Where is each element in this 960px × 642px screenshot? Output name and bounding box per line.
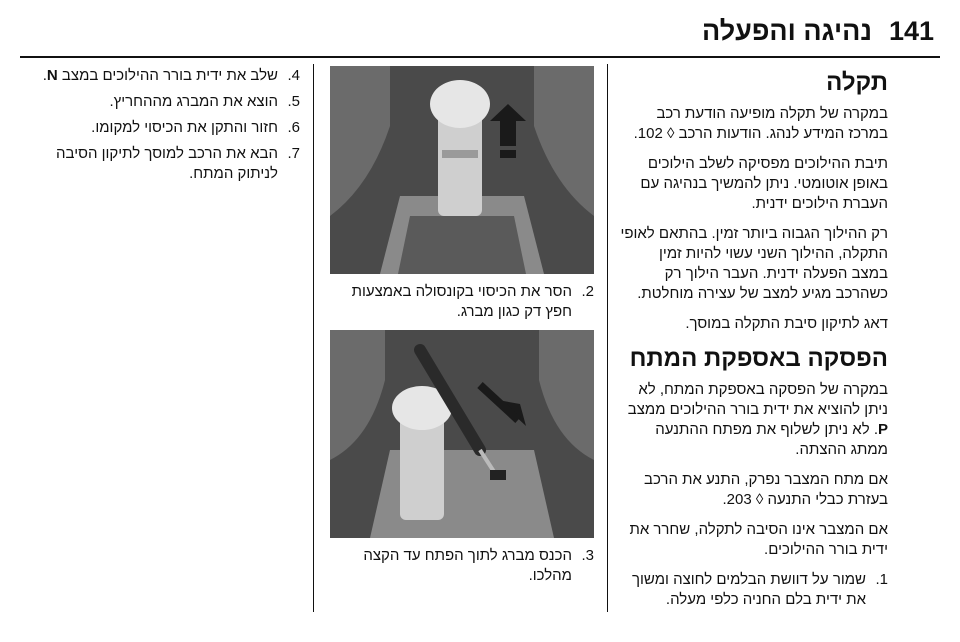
step-4-number: 4. bbox=[287, 67, 300, 84]
step-1 bbox=[620, 570, 888, 610]
gear-lever-figure-1 bbox=[330, 66, 594, 274]
power-paragraph-1-text: במקרה של הפסקה באספקת המתח, לא ניתן להוציא את ידית בורר ההילוכים ממצב bbox=[627, 381, 888, 418]
fault-paragraph-4: דאג לתיקון סיבת התקלה במוסך. bbox=[685, 315, 888, 332]
step-3-text: הכנס מברג לתוך הפתח עד הקצה מהלכו. bbox=[363, 547, 572, 584]
fault-paragraph-3: רק ההילוך הגבוה ביותר זמין. בהתאם לאופי התקלה, ההילוך השני עשוי להיות זמין במצב הפעלה ידנית. העבר הילוך רק כשהרכב מגיע למצב של עצירה מוחלטת. bbox=[620, 225, 888, 302]
step-2-number: 2. bbox=[581, 283, 594, 300]
step-2-text: הסר את הכיסוי בקונסולה באמצעות חפץ דק כגון מברג. bbox=[351, 283, 572, 320]
gear-n-label: N bbox=[46, 67, 58, 84]
step-3-number: 3. bbox=[581, 547, 594, 564]
step-4-text: שלב את ידית בורר ההילוכים במצב bbox=[61, 67, 278, 84]
gear-lever-illustration-1 bbox=[330, 66, 594, 274]
page-title: נהיגה והפעלה bbox=[701, 16, 872, 46]
step-5-text: הוצא את המברג מההחריץ. bbox=[109, 93, 278, 110]
power-paragraph-3: אם המצבר אינו הסיבה לתקלה, שחרר את ידית בורר ההילוכים. bbox=[629, 521, 888, 558]
header-rule bbox=[20, 56, 940, 58]
step-7-text: הבא את הרכב למוסך לתיקון הסיבה לניתוק המתח. bbox=[56, 145, 278, 182]
step-1-number: 1. bbox=[875, 571, 888, 588]
section-heading-fault: תקלה bbox=[826, 69, 888, 96]
step-7 bbox=[38, 144, 300, 184]
power-paragraph-2: אם מתח המצבר נפרק, התנע את הרכב בעזרת כבלי התנעה ◊ 203. bbox=[644, 471, 888, 508]
step-2 bbox=[328, 282, 594, 322]
step-3 bbox=[328, 546, 594, 586]
step-6 bbox=[38, 118, 300, 138]
step-4 bbox=[38, 66, 300, 86]
right-column bbox=[620, 64, 888, 616]
column-divider-right bbox=[607, 64, 608, 612]
fault-paragraph-2: תיבת ההילוכים מפסיקה לשלב הילוכים באופן אוטומטי. ניתן להמשיך בנהיגה עם העברת הילוכים ידנית. bbox=[640, 155, 888, 212]
step-6-number: 6. bbox=[287, 119, 300, 136]
step-4-end: . bbox=[42, 67, 47, 84]
power-paragraph-1 bbox=[620, 380, 888, 460]
fault-paragraph-1: במקרה של תקלה מופיעה הודעת רכב במרכז המידע לנהג. הודעות הרכב ◊ 102. bbox=[633, 105, 888, 142]
middle-column bbox=[328, 66, 594, 592]
left-column bbox=[38, 66, 300, 190]
step-7-number: 7. bbox=[287, 145, 300, 162]
step-list-left bbox=[38, 66, 300, 184]
page-number: 141 bbox=[888, 16, 934, 46]
step-6-text: חזור והתקן את הכיסוי למקומו. bbox=[91, 119, 278, 136]
step-5 bbox=[38, 92, 300, 112]
section-heading-power-cut: הפסקה באספקת המתח bbox=[629, 345, 888, 372]
gear-lever-illustration-2 bbox=[330, 330, 594, 538]
gear-p-label: P bbox=[877, 421, 888, 438]
step-list-right bbox=[620, 570, 888, 610]
gear-lever-figure-2 bbox=[330, 330, 594, 538]
step-5-number: 5. bbox=[287, 93, 300, 110]
power-paragraph-1-end: . לא ניתן לשלוף את מפתח ההתנעה ממתג ההצתה. bbox=[655, 421, 888, 458]
step-1-text: שמור על דוושת הבלמים לחוצה ומשוך את ידית בלם החניה כלפי מעלה. bbox=[631, 571, 866, 608]
column-divider-left bbox=[313, 64, 314, 612]
